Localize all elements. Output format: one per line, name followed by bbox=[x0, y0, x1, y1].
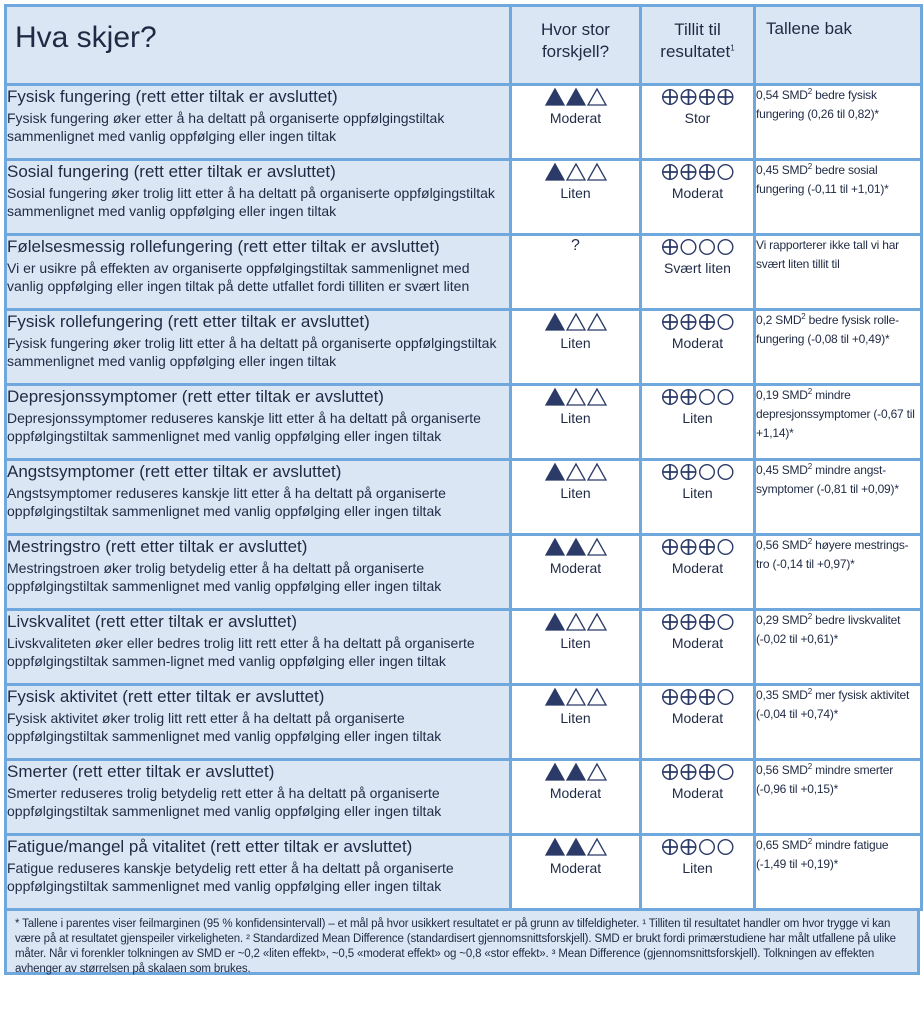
triangle-filled-icon bbox=[567, 764, 585, 780]
numbers-sup: 2 bbox=[807, 387, 813, 396]
certainty-circles-icon bbox=[661, 612, 735, 632]
certainty-label: Moderat bbox=[671, 635, 724, 651]
certainty-circles-icon bbox=[661, 162, 735, 182]
certainty-cell bbox=[641, 310, 755, 385]
table-row bbox=[6, 310, 922, 385]
certainty-cell bbox=[641, 760, 755, 835]
numbers-cell bbox=[755, 535, 922, 610]
numbers-text: høyere mestrings-tro (-0,14 til +0,97)* bbox=[756, 538, 909, 571]
certainty-circles-icon bbox=[661, 87, 735, 107]
triangle-empty-icon bbox=[588, 389, 606, 405]
summary-table-container bbox=[4, 4, 920, 975]
outcome-description: Sosial fungering øker trolig litt etter å ha deltatt på organiserte oppfølgingstiltak sammenlignet med vanlig oppfølging eller ingen tiltak bbox=[7, 185, 495, 219]
triangle-filled-icon bbox=[567, 839, 585, 855]
certainty-cell bbox=[641, 160, 755, 235]
triangle-empty-icon bbox=[567, 689, 585, 705]
difference-label: Moderat bbox=[549, 110, 602, 126]
certainty-label: Moderat bbox=[671, 785, 724, 801]
difference-cell bbox=[511, 160, 641, 235]
difference-symbols bbox=[512, 536, 639, 558]
outcome-title: Angstsymptomer (rett etter tiltak er avsluttet) bbox=[7, 462, 342, 481]
triangle-filled-icon bbox=[546, 539, 564, 555]
difference-cell bbox=[511, 760, 641, 835]
numbers-text: mindre depresjonssymptomer (-0,67 til +1,14)* bbox=[756, 388, 915, 440]
numbers-sup: 2 bbox=[807, 462, 813, 471]
numbers-value: 0,65 SMD bbox=[756, 838, 808, 852]
numbers-value: 0,56 SMD bbox=[756, 538, 808, 552]
numbers-text: bedre fysisk rolle-fungering (-0,08 til +0,49)* bbox=[756, 313, 899, 346]
certainty-label: Liten bbox=[682, 485, 713, 501]
outcome-title: Sosial fungering (rett etter tiltak er avsluttet) bbox=[7, 162, 336, 181]
triangle-filled-icon bbox=[546, 314, 564, 330]
outcome-title: Smerter (rett etter tiltak er avsluttet) bbox=[7, 762, 275, 781]
page-title: Hva skjer? bbox=[6, 6, 511, 85]
outcome-cell bbox=[6, 160, 511, 235]
outcome-description: Fysisk fungering øker trolig litt etter å ha deltatt på organiserte oppfølgingstiltak sammenlignet med vanlig oppfølging eller ingen tiltak bbox=[7, 335, 497, 369]
outcome-cell bbox=[6, 310, 511, 385]
difference-symbols bbox=[512, 386, 639, 408]
table-body bbox=[6, 85, 922, 910]
summary-table bbox=[4, 4, 923, 911]
numbers-value: 0,56 SMD bbox=[756, 763, 808, 777]
difference-cell bbox=[511, 385, 641, 460]
numbers-text: bedre livskvalitet (-0,02 til +0,61)* bbox=[756, 613, 901, 646]
numbers-cell bbox=[755, 835, 922, 910]
circle-empty-icon bbox=[699, 465, 714, 480]
certainty-cell bbox=[641, 535, 755, 610]
certainty-circles-icon bbox=[661, 312, 735, 332]
certainty-symbols bbox=[642, 161, 753, 183]
circle-empty-icon bbox=[681, 240, 696, 255]
certainty-circles-icon bbox=[661, 237, 735, 257]
difference-label: Liten bbox=[560, 635, 591, 651]
header-numbers: Tallene bak bbox=[755, 6, 922, 85]
numbers-cell bbox=[755, 310, 922, 385]
header-certainty-label: Tillit til resultatet bbox=[660, 20, 731, 61]
outcome-cell bbox=[6, 535, 511, 610]
certainty-symbols bbox=[642, 461, 753, 483]
circle-empty-icon bbox=[699, 390, 714, 405]
triangle-filled-icon bbox=[546, 614, 564, 630]
certainty-cell bbox=[641, 85, 755, 160]
outcome-title: Fysisk fungering (rett etter tiltak er avsluttet) bbox=[7, 87, 338, 106]
numbers-cell bbox=[755, 685, 922, 760]
triangle-filled-icon bbox=[567, 89, 585, 105]
table-row bbox=[6, 385, 922, 460]
certainty-symbols bbox=[642, 86, 753, 108]
difference-label: Moderat bbox=[549, 785, 602, 801]
table-row bbox=[6, 160, 922, 235]
table-row bbox=[6, 760, 922, 835]
certainty-circles-icon bbox=[661, 387, 735, 407]
triangle-empty-icon bbox=[567, 389, 585, 405]
difference-label: Liten bbox=[560, 185, 591, 201]
numbers-text: mer fysisk aktivitet (-0,04 til +0,74)* bbox=[756, 688, 910, 721]
triangle-filled-icon bbox=[546, 464, 564, 480]
circle-empty-icon bbox=[718, 315, 733, 330]
circle-empty-icon bbox=[718, 165, 733, 180]
certainty-label: Moderat bbox=[671, 710, 724, 726]
difference-label: Moderat bbox=[549, 560, 602, 576]
numbers-sup: 2 bbox=[807, 837, 813, 846]
certainty-label: Stor bbox=[684, 110, 711, 126]
certainty-cell bbox=[641, 685, 755, 760]
table-row bbox=[6, 535, 922, 610]
certainty-circles-icon bbox=[661, 837, 735, 857]
triangle-empty-icon bbox=[567, 314, 585, 330]
triangle-empty-icon bbox=[567, 464, 585, 480]
numbers-cell bbox=[755, 235, 922, 310]
certainty-label: Moderat bbox=[671, 185, 724, 201]
circle-empty-icon bbox=[718, 615, 733, 630]
difference-cell bbox=[511, 685, 641, 760]
outcome-title: Fysisk rollefungering (rett etter tiltak er avsluttet) bbox=[7, 312, 370, 331]
numbers-text: mindre angst-symptomer (-0,81 til +0,09)* bbox=[756, 463, 899, 496]
numbers-value: 0,29 SMD bbox=[756, 613, 808, 627]
certainty-symbols bbox=[642, 836, 753, 858]
numbers-text: mindre fatigue (-1,49 til +0,19)* bbox=[756, 838, 889, 871]
numbers-value: Vi rapporterer ikke tall vi har svært liten tillit til bbox=[756, 238, 899, 271]
difference-triangles-icon bbox=[544, 462, 608, 482]
difference-triangles-icon bbox=[544, 837, 608, 857]
difference-symbols bbox=[512, 836, 639, 858]
certainty-symbols bbox=[642, 386, 753, 408]
triangle-empty-icon bbox=[588, 164, 606, 180]
certainty-label: Svært liten bbox=[664, 260, 731, 276]
outcome-cell bbox=[6, 235, 511, 310]
difference-cell bbox=[511, 835, 641, 910]
numbers-sup: 2 bbox=[807, 612, 813, 621]
difference-symbols bbox=[512, 686, 639, 708]
difference-symbols bbox=[512, 161, 639, 183]
circle-empty-icon bbox=[718, 540, 733, 555]
triangle-empty-icon bbox=[588, 89, 606, 105]
triangle-filled-icon bbox=[546, 164, 564, 180]
circle-empty-icon bbox=[699, 840, 714, 855]
numbers-sup: 2 bbox=[807, 162, 813, 171]
numbers-cell bbox=[755, 85, 922, 160]
circle-empty-icon bbox=[718, 390, 733, 405]
circle-empty-icon bbox=[699, 240, 714, 255]
outcome-description: Depresjonssymptomer reduseres kanskje litt etter å ha deltatt på organiserte oppfølgingstiltak sammenlignet med vanlig oppfølging eller ingen tiltak bbox=[7, 410, 481, 444]
circle-empty-icon bbox=[718, 240, 733, 255]
triangle-filled-icon bbox=[567, 539, 585, 555]
circle-empty-icon bbox=[718, 765, 733, 780]
numbers-sup: 2 bbox=[807, 762, 813, 771]
outcome-cell bbox=[6, 610, 511, 685]
circle-empty-icon bbox=[718, 840, 733, 855]
numbers-value: 0,45 SMD bbox=[756, 163, 808, 177]
difference-cell bbox=[511, 610, 641, 685]
difference-symbols bbox=[512, 311, 639, 333]
table-row bbox=[6, 235, 922, 310]
numbers-text: bedre sosial fungering (-0,11 til +1,01)* bbox=[756, 163, 889, 196]
outcome-cell bbox=[6, 760, 511, 835]
footnote: * Tallene i parentes viser feilmarginen (95 % konfidensintervall) – et mål på hvor usikkert resultatet er på grunn av tilfeldigheter. ¹ Tilliten til resultatet handler om hvor trygge vi kan være på at resultatet gjenspeiler virkeligheten. ² Standardized Mean Difference (standardisert gjennomsnittsforskjell). SMD er brukt fordi primærstudiene har målt utfallene på ulike måter. Når vi forenkler tolkningen av SMD er ~0,2 «liten effekt», ~0,5 «moderat effekt» og ~0,8 «stor effekt». ³ Mean Difference (gjennomsnittsforskjell). Tolkningen av effekten avhenger av størrelsen på skalaen som brukes. bbox=[4, 911, 920, 975]
difference-cell bbox=[511, 85, 641, 160]
numbers-sup: 2 bbox=[807, 87, 813, 96]
certainty-symbols bbox=[642, 611, 753, 633]
numbers-value: 0,54 SMD bbox=[756, 88, 808, 102]
numbers-cell bbox=[755, 460, 922, 535]
certainty-symbols bbox=[642, 536, 753, 558]
difference-label: Moderat bbox=[549, 860, 602, 876]
outcome-description: Smerter reduseres trolig betydelig rett etter å ha deltatt på organiserte oppfølgingstiltak sammenlignet med vanlig oppfølging eller ingen tiltak bbox=[7, 785, 442, 819]
outcome-description: Angstsymptomer reduseres kanskje litt etter å ha deltatt på organiserte oppfølgingstiltak sammenlignet med vanlig oppfølging eller ingen tiltak bbox=[7, 485, 446, 519]
table-row bbox=[6, 85, 922, 160]
triangle-empty-icon bbox=[567, 614, 585, 630]
difference-cell bbox=[511, 535, 641, 610]
numbers-value: 0,2 SMD bbox=[756, 313, 802, 327]
certainty-circles-icon bbox=[661, 762, 735, 782]
difference-symbols bbox=[512, 761, 639, 783]
outcome-description: Fysisk fungering øker etter å ha deltatt på organiserte oppfølgingstiltak sammenlignet med vanlig oppfølging eller ingen tiltak bbox=[7, 110, 445, 144]
triangle-filled-icon bbox=[546, 89, 564, 105]
certainty-symbols bbox=[642, 761, 753, 783]
difference-cell bbox=[511, 235, 641, 310]
numbers-value: 0,35 SMD bbox=[756, 688, 808, 702]
difference-label: Liten bbox=[560, 710, 591, 726]
table-row bbox=[6, 835, 922, 910]
header-certainty-sup: 1 bbox=[730, 43, 735, 53]
triangle-empty-icon bbox=[567, 164, 585, 180]
numbers-cell bbox=[755, 760, 922, 835]
numbers-cell bbox=[755, 610, 922, 685]
outcome-title: Følelsesmessig rollefungering (rett etter tiltak er avsluttet) bbox=[7, 237, 440, 256]
outcome-title: Mestringstro (rett etter tiltak er avsluttet) bbox=[7, 537, 308, 556]
difference-label: Liten bbox=[560, 485, 591, 501]
header-certainty bbox=[641, 6, 755, 85]
outcome-description: Livskvaliteten øker eller bedres trolig litt rett etter å ha deltatt på organiserte oppfølgingstiltak sammen-lignet med vanlig oppfølging eller ingen tiltak bbox=[7, 635, 475, 669]
triangle-empty-icon bbox=[588, 839, 606, 855]
header-row bbox=[6, 6, 922, 85]
certainty-symbols bbox=[642, 686, 753, 708]
outcome-description: Mestringstroen øker trolig betydelig etter å ha deltatt på organiserte oppfølgingstiltak sammenlignet med vanlig oppfølging eller ingen tiltak bbox=[7, 560, 442, 594]
outcome-cell bbox=[6, 835, 511, 910]
certainty-label: Moderat bbox=[671, 560, 724, 576]
certainty-label: Liten bbox=[682, 860, 713, 876]
triangle-filled-icon bbox=[546, 389, 564, 405]
outcome-title: Livskvalitet (rett etter tiltak er avsluttet) bbox=[7, 612, 298, 631]
certainty-cell bbox=[641, 460, 755, 535]
triangle-empty-icon bbox=[588, 764, 606, 780]
difference-symbols bbox=[512, 611, 639, 633]
difference-triangles-icon bbox=[544, 762, 608, 782]
outcome-title: Fysisk aktivitet (rett etter tiltak er avsluttet) bbox=[7, 687, 325, 706]
triangle-filled-icon bbox=[546, 839, 564, 855]
numbers-cell bbox=[755, 160, 922, 235]
difference-label: Liten bbox=[560, 335, 591, 351]
outcome-title: Depresjonssymptomer (rett etter tiltak er avsluttet) bbox=[7, 387, 384, 406]
difference-symbols bbox=[512, 86, 639, 108]
header-difference: Hvor stor forskjell? bbox=[511, 6, 641, 85]
certainty-cell bbox=[641, 610, 755, 685]
certainty-cell bbox=[641, 235, 755, 310]
circle-empty-icon bbox=[718, 690, 733, 705]
difference-triangles-icon bbox=[544, 162, 608, 182]
outcome-description: Vi er usikre på effekten av organiserte oppfølgingstiltak sammenlignet med vanlig oppfølging eller ingen tiltak på dette utfallet fordi tilliten er svært liten bbox=[7, 260, 470, 294]
difference-triangles-icon bbox=[544, 537, 608, 557]
difference-triangles-icon bbox=[544, 612, 608, 632]
difference-cell bbox=[511, 310, 641, 385]
triangle-filled-icon bbox=[546, 764, 564, 780]
difference-cell bbox=[511, 460, 641, 535]
certainty-cell bbox=[641, 385, 755, 460]
numbers-value: 0,19 SMD bbox=[756, 388, 808, 402]
triangle-empty-icon bbox=[588, 689, 606, 705]
numbers-sup: 2 bbox=[801, 312, 806, 321]
difference-label: ? bbox=[571, 237, 580, 254]
difference-triangles-icon bbox=[544, 87, 608, 107]
outcome-description: Fysisk aktivitet øker trolig litt rett etter å ha deltatt på organiserte oppfølgingstiltak sammenlignet med vanlig oppfølging eller ingen tiltak bbox=[7, 710, 442, 744]
outcome-cell bbox=[6, 85, 511, 160]
numbers-sup: 2 bbox=[807, 537, 813, 546]
certainty-symbols bbox=[642, 236, 753, 258]
certainty-symbols bbox=[642, 311, 753, 333]
circle-empty-icon bbox=[718, 465, 733, 480]
triangle-empty-icon bbox=[588, 539, 606, 555]
triangle-empty-icon bbox=[588, 614, 606, 630]
outcome-cell bbox=[6, 460, 511, 535]
difference-symbols bbox=[512, 461, 639, 483]
outcome-title: Fatigue/mangel på vitalitet (rett etter tiltak er avsluttet) bbox=[7, 837, 413, 856]
certainty-circles-icon bbox=[661, 687, 735, 707]
outcome-cell bbox=[6, 685, 511, 760]
numbers-sup: 2 bbox=[807, 687, 813, 696]
numbers-text: mindre smerter (-0,96 til +0,15)* bbox=[756, 763, 894, 796]
certainty-label: Moderat bbox=[671, 335, 724, 351]
outcome-description: Fatigue reduseres kanskje betydelig rett etter å ha deltatt på organiserte oppfølgingstiltak sammenlignet med vanlig oppfølging eller ingen tiltak bbox=[7, 860, 454, 894]
outcome-cell bbox=[6, 385, 511, 460]
triangle-empty-icon bbox=[588, 464, 606, 480]
difference-triangles-icon bbox=[544, 387, 608, 407]
certainty-circles-icon bbox=[661, 537, 735, 557]
certainty-circles-icon bbox=[661, 462, 735, 482]
difference-label: Liten bbox=[560, 410, 591, 426]
certainty-cell bbox=[641, 835, 755, 910]
difference-triangles-icon bbox=[544, 687, 608, 707]
numbers-text: bedre fysisk fungering (0,26 til 0,82)* bbox=[756, 88, 879, 121]
difference-triangles-icon bbox=[544, 312, 608, 332]
certainty-label: Liten bbox=[682, 410, 713, 426]
table-row bbox=[6, 685, 922, 760]
triangle-empty-icon bbox=[588, 314, 606, 330]
numbers-cell bbox=[755, 385, 922, 460]
triangle-filled-icon bbox=[546, 689, 564, 705]
table-row bbox=[6, 610, 922, 685]
table-row bbox=[6, 460, 922, 535]
numbers-value: 0,45 SMD bbox=[756, 463, 808, 477]
